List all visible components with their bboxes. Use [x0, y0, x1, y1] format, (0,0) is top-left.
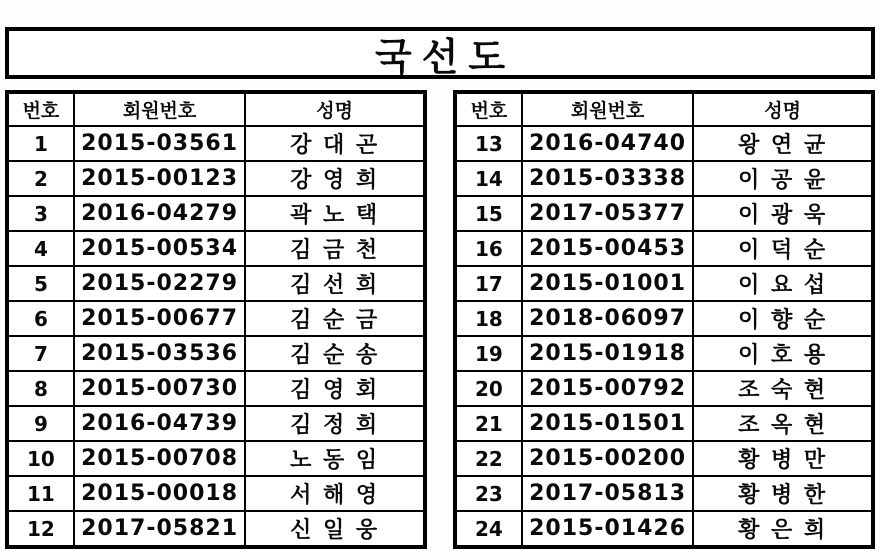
- row-number-cell: 12: [7, 511, 74, 547]
- page-title: 국선도: [374, 34, 516, 79]
- member-number-cell: 2015-00534: [74, 231, 245, 266]
- name-cell: 김 순 송: [245, 336, 425, 371]
- row-number-cell: 22: [455, 441, 522, 476]
- table-row: [7, 161, 425, 196]
- row-number-cell: 2: [7, 161, 74, 196]
- row-number-cell: 21: [455, 406, 522, 441]
- row-number-cell: 24: [455, 511, 522, 547]
- name-cell: 강 영 희: [245, 161, 425, 196]
- table-row: [455, 196, 873, 231]
- table-row: [455, 231, 873, 266]
- member-number-cell: 2015-02279: [74, 266, 245, 301]
- table-row: [7, 301, 425, 336]
- col-header-name: 성명: [245, 92, 425, 126]
- col-header-member-no: 회원번호: [74, 92, 245, 126]
- table-row: [455, 301, 873, 336]
- member-number-cell: 2015-03338: [522, 161, 693, 196]
- row-number-cell: 4: [7, 231, 74, 266]
- row-number-cell: 23: [455, 476, 522, 511]
- row-number-cell: 6: [7, 301, 74, 336]
- header-row: [455, 92, 873, 126]
- title-box: [5, 27, 875, 79]
- member-number-cell: 2017-05813: [522, 476, 693, 511]
- table-row: [7, 196, 425, 231]
- member-number-cell: 2018-06097: [522, 301, 693, 336]
- row-number-cell: 18: [455, 301, 522, 336]
- member-number-cell: 2015-03561: [74, 126, 245, 161]
- row-number-cell: 19: [455, 336, 522, 371]
- name-cell: 왕 연 균: [693, 126, 873, 161]
- table-row: [455, 476, 873, 511]
- row-number-cell: 7: [7, 336, 74, 371]
- row-number-cell: 15: [455, 196, 522, 231]
- member-number-cell: 2015-00123: [74, 161, 245, 196]
- table-row: [7, 441, 425, 476]
- row-number-cell: 9: [7, 406, 74, 441]
- name-cell: 김 선 희: [245, 266, 425, 301]
- name-cell: 김 금 천: [245, 231, 425, 266]
- name-cell: 조 숙 현: [693, 371, 873, 406]
- row-number-cell: 14: [455, 161, 522, 196]
- table-row: [455, 511, 873, 547]
- table-row: [455, 371, 873, 406]
- member-number-cell: 2015-01001: [522, 266, 693, 301]
- member-number-cell: 2015-00200: [522, 441, 693, 476]
- table-row: [7, 126, 425, 161]
- name-cell: 신 일 웅: [245, 511, 425, 547]
- row-number-cell: 5: [7, 266, 74, 301]
- name-cell: 강 대 곤: [245, 126, 425, 161]
- member-number-cell: 2016-04740: [522, 126, 693, 161]
- name-cell: 김 정 희: [245, 406, 425, 441]
- table-row: [7, 336, 425, 371]
- col-header-name: 성명: [693, 92, 873, 126]
- name-cell: 이 광 욱: [693, 196, 873, 231]
- col-header-no: 번호: [455, 92, 522, 126]
- name-cell: 조 옥 현: [693, 406, 873, 441]
- table-row: [7, 266, 425, 301]
- table-row: [455, 441, 873, 476]
- name-cell: 황 병 한: [693, 476, 873, 511]
- table-row: [7, 371, 425, 406]
- table-row: [7, 231, 425, 266]
- name-cell: 이 향 순: [693, 301, 873, 336]
- table-row: [7, 476, 425, 511]
- name-cell: 김 순 금: [245, 301, 425, 336]
- roster-tables: [5, 90, 875, 549]
- row-number-cell: 20: [455, 371, 522, 406]
- member-number-cell: 2015-00792: [522, 371, 693, 406]
- name-cell: 이 덕 순: [693, 231, 873, 266]
- member-number-cell: 2015-01426: [522, 511, 693, 547]
- member-number-cell: 2015-00018: [74, 476, 245, 511]
- row-number-cell: 17: [455, 266, 522, 301]
- name-cell: 이 호 용: [693, 336, 873, 371]
- row-number-cell: 13: [455, 126, 522, 161]
- name-cell: 서 해 영: [245, 476, 425, 511]
- name-cell: 김 영 회: [245, 371, 425, 406]
- table-row: [455, 126, 873, 161]
- member-number-cell: 2015-01918: [522, 336, 693, 371]
- name-cell: 이 요 섭: [693, 266, 873, 301]
- member-number-cell: 2015-03536: [74, 336, 245, 371]
- header-row: [7, 92, 425, 126]
- row-number-cell: 1: [7, 126, 74, 161]
- table-row: [7, 511, 425, 547]
- row-number-cell: 8: [7, 371, 74, 406]
- member-number-cell: 2017-05377: [522, 196, 693, 231]
- member-number-cell: 2015-00453: [522, 231, 693, 266]
- table-row: [7, 406, 425, 441]
- name-cell: 황 은 희: [693, 511, 873, 547]
- col-header-no: 번호: [7, 92, 74, 126]
- member-number-cell: 2015-00730: [74, 371, 245, 406]
- table-row: [455, 406, 873, 441]
- row-number-cell: 11: [7, 476, 74, 511]
- name-cell: 곽 노 택: [245, 196, 425, 231]
- name-cell: 황 병 만: [693, 441, 873, 476]
- table-row: [455, 266, 873, 301]
- roster-table-right: [453, 90, 875, 549]
- roster-table-left: [5, 90, 427, 549]
- member-number-cell: 2015-00677: [74, 301, 245, 336]
- member-number-cell: 2016-04739: [74, 406, 245, 441]
- member-number-cell: 2016-04279: [74, 196, 245, 231]
- table-row: [455, 161, 873, 196]
- member-number-cell: 2017-05821: [74, 511, 245, 547]
- member-number-cell: 2015-01501: [522, 406, 693, 441]
- table-row: [455, 336, 873, 371]
- row-number-cell: 10: [7, 441, 74, 476]
- name-cell: 이 공 윤: [693, 161, 873, 196]
- member-number-cell: 2015-00708: [74, 441, 245, 476]
- row-number-cell: 16: [455, 231, 522, 266]
- name-cell: 노 동 임: [245, 441, 425, 476]
- row-number-cell: 3: [7, 196, 74, 231]
- col-header-member-no: 회원번호: [522, 92, 693, 126]
